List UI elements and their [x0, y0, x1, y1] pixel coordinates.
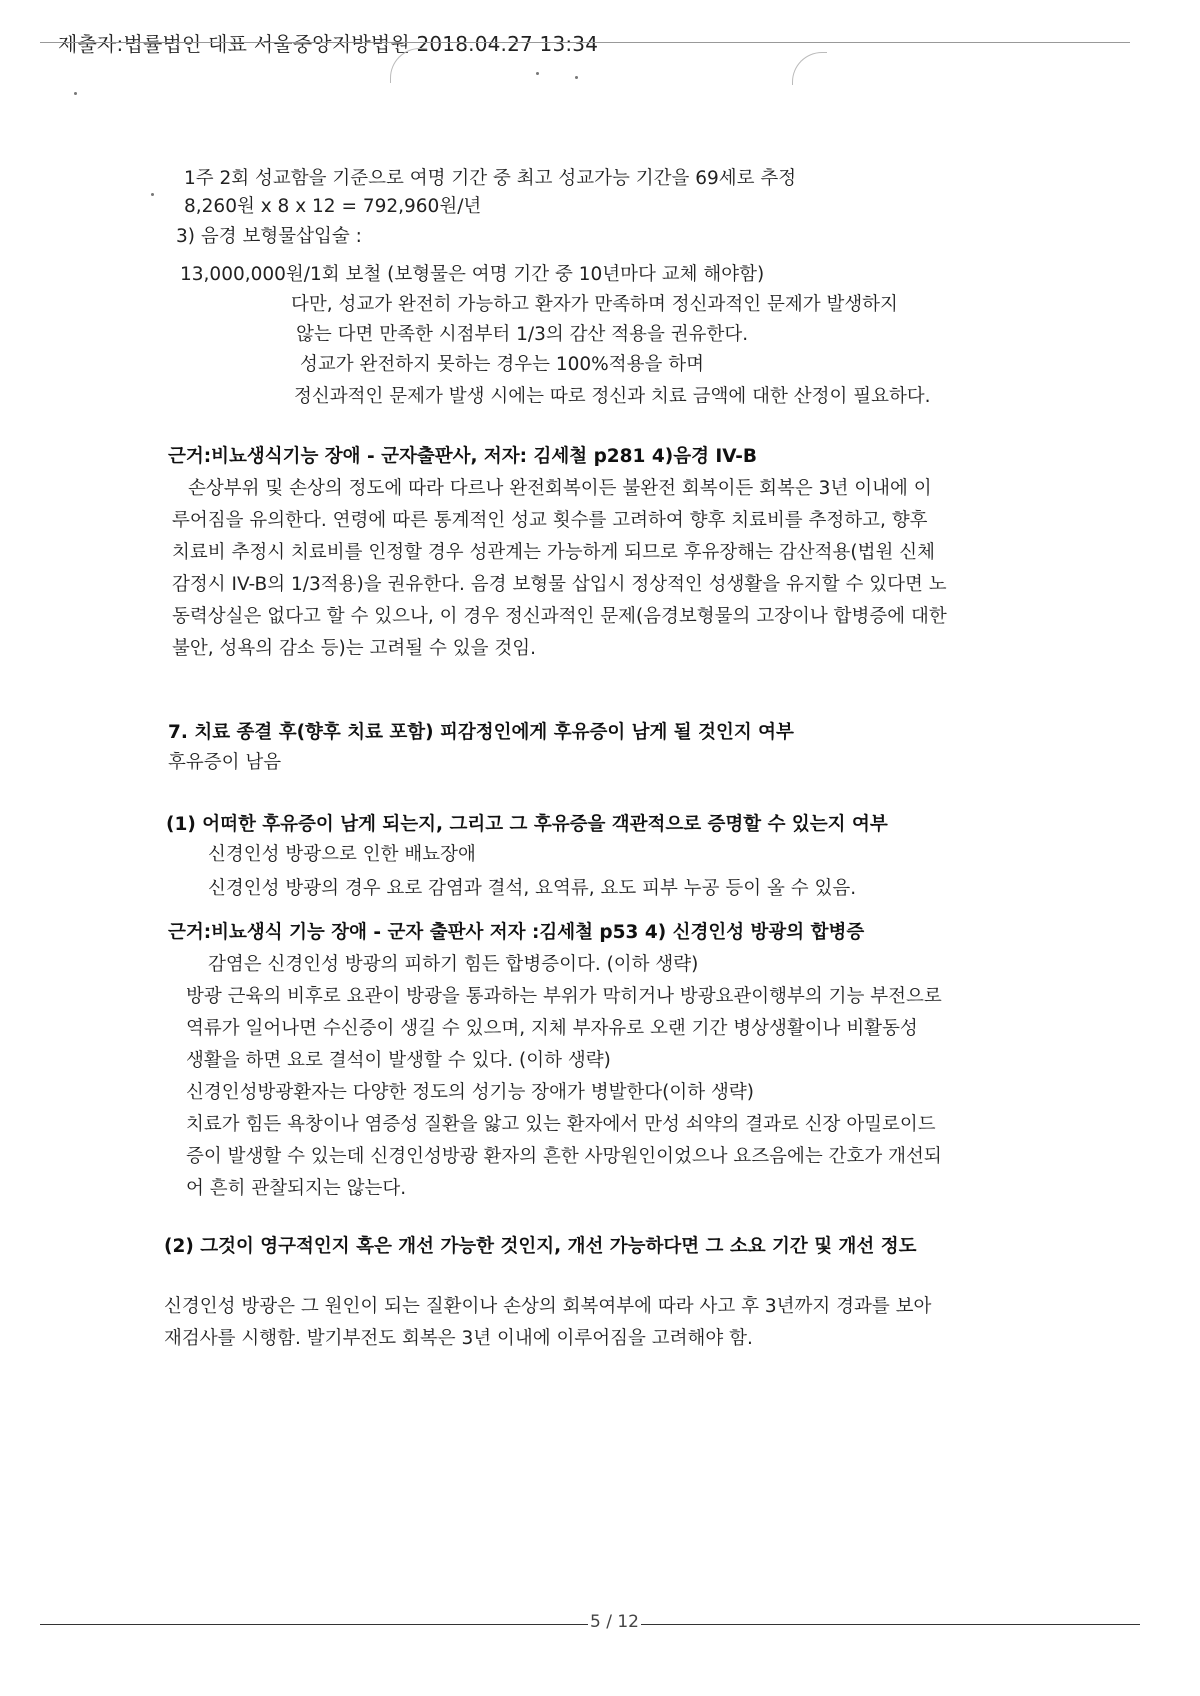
- text-line: 않는 다면 만족한 시점부터 1/3의 감산 적용을 권유한다.: [296, 324, 749, 345]
- bullet-dot: [151, 193, 154, 196]
- page-number: 5 / 12: [590, 1612, 639, 1632]
- text-line: 방광 근육의 비후로 요관이 방광을 통과하는 부위가 막히거나 방광요관이행부의 기능 부전으로: [186, 986, 942, 1007]
- text-line: 동력상실은 없다고 할 수 있으나, 이 경우 정신과적인 문제(음경보형물의 고장이나 합병증에 대한: [172, 606, 947, 627]
- text-line: 신경인성 방광의 경우 요로 감염과 결석, 요역류, 요도 피부 누공 등이 올 수 있음.: [208, 878, 857, 899]
- header-rule: [40, 42, 1130, 43]
- section-heading: (1) 어떠한 후유증이 남게 되는지, 그리고 그 후유증을 객관적으로 증명할 수 있는지 여부: [166, 814, 888, 835]
- text-line: 3) 음경 보형물삽입술 :: [176, 226, 362, 247]
- text-line: 성교가 완전하지 못하는 경우는 100%적용을 하며: [300, 354, 704, 375]
- text-line: 다만, 성교가 완전히 가능하고 환자가 만족하며 정신과적인 문제가 발생하지: [291, 294, 898, 315]
- scan-speck: [575, 76, 578, 79]
- text-line: 8,260원 x 8 x 12 = 792,960원/년: [184, 196, 482, 217]
- text-line: 1주 2회 성교함을 기준으로 여명 기간 중 최고 성교가능 기간을 69세로 추정: [184, 168, 797, 189]
- section-heading: 근거:비뇨생식 기능 장애 - 군자 출판사 저자 :김세철 p53 4) 신경인성 방광의 합병증: [168, 922, 865, 943]
- text-line: 신경인성 방광으로 인한 배뇨장애: [208, 844, 476, 865]
- text-line: 치료비 추정시 치료비를 인정할 경우 성관계는 가능하게 되므로 후유장해는 감산적용(법원 신체: [172, 542, 935, 563]
- text-line: 생활을 하면 요로 결석이 발생할 수 있다. (이하 생략): [186, 1050, 611, 1071]
- text-line: 불안, 성욕의 감소 등)는 고려될 수 있을 것임.: [172, 638, 536, 659]
- section-heading: 근거:비뇨생식기능 장애 - 군자출판사, 저자: 김세철 p281 4)음경 IV-B: [168, 446, 758, 467]
- section-heading: 7. 치료 종결 후(향후 치료 포함) 피감정인에게 후유증이 남게 될 것인지 여부: [168, 722, 794, 743]
- text-line: 재검사를 시행함. 발기부전도 회복은 3년 이내에 이루어짐을 고려해야 함.: [164, 1328, 753, 1349]
- submission-stamp: 제출자:법률법인 대표 서울중앙지방법원 2018.04.27 13:34: [58, 32, 599, 56]
- text-line: 신경인성방광환자는 다양한 정도의 성기능 장애가 병발한다(이하 생략): [186, 1082, 754, 1103]
- text-line: 치료가 힘든 욕창이나 염증성 질환을 앓고 있는 환자에서 만성 쇠약의 결과로 신장 아밀로이드: [186, 1114, 936, 1135]
- text-line: 감정시 IV-B의 1/3적용)을 권유한다. 음경 보형물 삽입시 정상적인 성생활을 유지할 수 있다면 노: [172, 574, 947, 595]
- scan-speck: [74, 92, 77, 95]
- text-line: 신경인성 방광은 그 원인이 되는 질환이나 손상의 회복여부에 따라 사고 후 3년까지 경과를 보아: [164, 1296, 932, 1317]
- text-line: 증이 발생할 수 있는데 신경인성방광 환자의 흔한 사망원인이었으나 요즈음에는 간호가 개선되: [186, 1146, 942, 1167]
- section-heading: (2) 그것이 영구적인지 혹은 개선 가능한 것인지, 개선 가능하다면 그 소요 기간 및 개선 정도: [164, 1236, 917, 1257]
- text-line: 후유증이 남음: [168, 752, 282, 773]
- text-line: 어 흔히 관찰되지는 않는다.: [186, 1178, 407, 1199]
- scan-speck: [536, 72, 539, 75]
- text-line: 정신과적인 문제가 발생 시에는 따로 정신과 치료 금액에 대한 산정이 필요하다.: [294, 386, 931, 407]
- text-line: 역류가 일어나면 수신증이 생길 수 있으며, 지체 부자유로 오랜 기간 병상생활이나 비활동성: [186, 1018, 918, 1039]
- text-line: 13,000,000원/1회 보철 (보형물은 여명 기간 중 10년마다 교체 해야함): [180, 264, 765, 285]
- text-line: 손상부위 및 손상의 정도에 따라 다르나 완전회복이든 불완전 회복이든 회복은 3년 이내에 이: [188, 478, 932, 499]
- text-line: 감염은 신경인성 방광의 피하기 힘든 합병증이다. (이하 생략): [208, 954, 699, 975]
- text-line: 루어짐을 유의한다. 연령에 따른 통계적인 성교 횟수를 고려하여 향후 치료비를 추정하고, 향후: [172, 510, 928, 531]
